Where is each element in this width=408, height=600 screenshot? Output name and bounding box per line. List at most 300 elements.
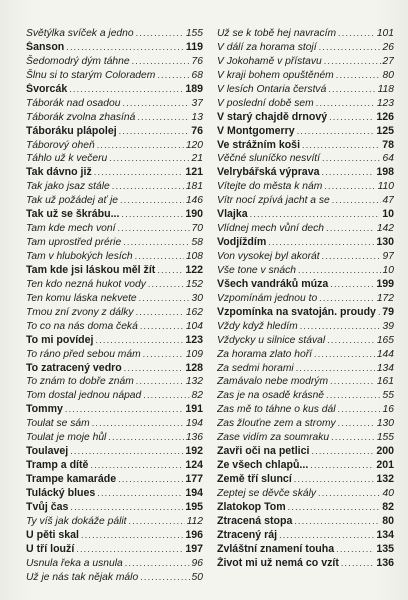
song-title: Zeptej se děvče skály <box>217 487 317 499</box>
song-title: Vzpomínka na svatoján. proudy <box>217 305 376 318</box>
toc-entry <box>26 139 203 153</box>
page-number: 123 <box>185 333 203 346</box>
dot-leader <box>300 320 381 334</box>
page-number: 146 <box>185 195 203 207</box>
toc-entry <box>26 543 203 557</box>
page-number: 132 <box>376 473 394 485</box>
dot-leader <box>118 473 183 487</box>
dot-leader <box>314 348 375 362</box>
song-title: Světýlka svíček a jedno <box>26 28 134 39</box>
toc-entry <box>26 222 203 236</box>
song-title: Zavři oči na petlici <box>217 445 310 458</box>
toc-entry <box>217 250 394 264</box>
dot-leader <box>143 389 189 403</box>
song-title: To ráno před sebou mám <box>26 348 141 360</box>
dot-leader <box>92 417 184 431</box>
song-title: V poslední době sem <box>217 97 314 109</box>
song-title: Šanson <box>26 40 65 53</box>
dot-leader <box>81 529 183 543</box>
song-title: Zlatokop Tom <box>217 500 286 513</box>
page-number: 16 <box>382 404 394 416</box>
page-number: 82 <box>382 500 394 513</box>
page-number: 200 <box>376 445 394 458</box>
dot-leader <box>143 348 184 362</box>
dot-leader <box>123 236 189 250</box>
dot-leader <box>341 557 374 571</box>
page-number: 10 <box>382 264 394 276</box>
song-title: Ten komu láska nekvete <box>26 292 137 304</box>
toc-entry <box>26 41 203 55</box>
toc-entry <box>26 27 203 41</box>
song-title: Vzpomínám jednou to <box>217 292 318 304</box>
song-title: Táborák nad osadou <box>26 97 121 109</box>
dot-leader <box>322 166 375 180</box>
song-title: U pěti skal <box>26 528 79 541</box>
dot-leader <box>69 83 183 97</box>
dot-leader <box>94 166 184 180</box>
toc-entry <box>217 222 394 236</box>
dot-leader <box>332 194 381 208</box>
toc-entry <box>217 55 394 69</box>
toc-entry <box>26 417 203 431</box>
toc-entry <box>217 334 394 348</box>
song-title: Za sedmi horami <box>217 362 294 374</box>
toc-entry <box>217 417 394 431</box>
dot-leader <box>70 445 183 459</box>
toc-entry <box>26 278 203 292</box>
page-number: 104 <box>185 320 203 332</box>
page-number: 110 <box>377 181 394 193</box>
song-title: V Montgomerry <box>217 124 295 137</box>
song-title: Táhlo už k večeru <box>26 153 108 165</box>
page-number: 58 <box>191 237 203 249</box>
dot-leader <box>125 557 190 571</box>
toc-entry <box>26 306 203 320</box>
page-number: 142 <box>376 223 394 235</box>
page-number: 134 <box>376 362 394 374</box>
dot-leader <box>319 41 381 55</box>
toc-entry <box>26 515 203 529</box>
page-number: 161 <box>376 376 394 388</box>
page-number: 27 <box>382 55 394 67</box>
toc-entry <box>26 348 203 362</box>
toc-entry <box>26 529 203 543</box>
dot-leader <box>329 111 374 125</box>
page-number: 201 <box>376 459 394 472</box>
page-number: 13 <box>191 111 203 123</box>
dot-leader <box>90 459 183 473</box>
song-title: To znám to dobře znám <box>26 376 134 388</box>
song-title: Zvláštní znamení touha <box>217 542 335 555</box>
page-number: 135 <box>376 542 394 555</box>
toc-entry <box>217 445 394 459</box>
page-number: 162 <box>185 306 203 318</box>
song-title: Vždy když hledím <box>217 320 298 332</box>
toc-entry <box>26 320 203 334</box>
dot-leader <box>124 362 184 376</box>
toc-entry <box>26 403 203 417</box>
page-number: 126 <box>376 110 394 123</box>
page-number: 123 <box>376 97 394 109</box>
dot-leader <box>298 264 381 278</box>
dot-leader <box>330 278 374 292</box>
dot-leader <box>268 236 374 250</box>
song-title: Táborový oheň <box>26 139 95 151</box>
song-title: Táborák zvolna zhasíná <box>26 111 136 123</box>
dot-leader <box>157 264 183 278</box>
toc-entry <box>26 111 203 125</box>
dot-leader <box>294 515 380 529</box>
dot-leader <box>297 125 375 139</box>
page-number: 130 <box>376 236 394 249</box>
page-number: 196 <box>185 528 203 541</box>
dot-leader <box>157 69 189 83</box>
song-title: Tak už požádej ať je <box>26 195 118 207</box>
page-number: 37 <box>191 97 203 109</box>
dot-leader <box>136 375 184 389</box>
toc-entry <box>217 348 394 362</box>
dot-leader <box>316 97 375 111</box>
table-of-contents <box>26 27 394 585</box>
page-number: 191 <box>185 403 203 416</box>
toc-entry <box>26 69 203 83</box>
song-title: U tří louží <box>26 542 75 555</box>
song-title: To mi povídej <box>26 333 94 346</box>
dot-leader <box>279 529 374 543</box>
song-title: Táboráku plápolej <box>26 124 117 137</box>
song-title: V kraji bohem opuštěném <box>217 69 334 81</box>
page-number: 128 <box>185 361 203 374</box>
song-title: Zamávalo nebe modrým <box>217 376 329 388</box>
page-number: 122 <box>185 263 203 276</box>
toc-entry <box>26 264 203 278</box>
page-number: 125 <box>376 124 394 137</box>
page-number: 132 <box>185 376 203 388</box>
page-number: 118 <box>377 83 394 95</box>
page-number: 26 <box>382 41 394 53</box>
song-title: Život mi už nemá co vzít <box>217 556 339 569</box>
song-title: Tam uprostřed prérie <box>26 237 122 249</box>
page-number: 108 <box>185 251 203 262</box>
toc-entry <box>26 487 203 501</box>
page-number: 30 <box>191 292 203 304</box>
page-number: 50 <box>191 571 203 583</box>
toc-entry <box>217 41 394 55</box>
toc-entry <box>26 97 203 111</box>
song-title: Vítejte do města k nám <box>217 181 323 193</box>
song-title: Tak už se škrábu... <box>26 208 120 221</box>
toc-entry <box>217 543 394 557</box>
dot-leader <box>108 431 183 445</box>
dot-leader <box>65 403 183 417</box>
dot-leader <box>336 543 374 557</box>
dot-leader <box>76 543 183 557</box>
toc-entry <box>217 473 394 487</box>
dot-leader <box>129 515 185 529</box>
dot-leader <box>66 41 184 55</box>
page-number: 109 <box>185 348 203 360</box>
song-title: V starý chajdě drnový <box>217 110 328 123</box>
dot-leader <box>135 250 184 264</box>
toc-entry <box>217 389 394 403</box>
toc-entry <box>26 334 203 348</box>
toc-entry <box>26 166 203 180</box>
toc-entry <box>217 111 394 125</box>
page-number: 39 <box>382 320 394 332</box>
dot-leader <box>330 375 375 389</box>
song-title: Zas mě to táhne o kus dál <box>217 404 336 416</box>
dot-leader <box>324 180 375 194</box>
toc-entry <box>26 83 203 97</box>
dot-leader <box>326 222 375 236</box>
dot-leader <box>136 306 184 320</box>
dot-leader <box>322 250 381 264</box>
dot-leader <box>120 194 184 208</box>
toc-entry <box>26 431 203 445</box>
song-title: Velrybářská výprava <box>217 166 320 179</box>
page-number: 130 <box>376 418 394 430</box>
page-number: 10 <box>382 208 394 221</box>
page-number: 47 <box>382 195 394 207</box>
page-number: 121 <box>185 166 203 179</box>
page-number: 194 <box>185 418 203 430</box>
toc-entry <box>217 529 394 543</box>
toc-entry <box>217 83 394 97</box>
toc-entry <box>26 125 203 139</box>
page-number: 181 <box>185 181 203 193</box>
toc-entry <box>217 403 394 417</box>
song-title: To co na nás doma čeká <box>26 320 138 332</box>
dot-leader <box>119 125 190 139</box>
song-title: Von vysokej byl akorát <box>217 251 320 262</box>
page-number: 119 <box>185 40 203 53</box>
dot-leader <box>288 501 381 515</box>
toc-entry <box>26 250 203 264</box>
toc-entry <box>217 125 394 139</box>
page-number: 194 <box>185 486 203 499</box>
dot-leader <box>322 152 381 166</box>
page-number: 97 <box>382 251 394 262</box>
dot-leader <box>148 278 184 292</box>
page-number: 82 <box>191 390 203 402</box>
dot-leader <box>294 473 375 487</box>
song-title: Šlnu si to starým Coloradem <box>26 69 156 81</box>
page-number: 68 <box>191 69 203 81</box>
toc-entry <box>217 459 394 473</box>
page-number: 40 <box>382 487 394 499</box>
song-title: Tulácký blues <box>26 486 96 499</box>
toc-entry <box>217 278 394 292</box>
song-title: Vodjíždím <box>217 236 267 249</box>
toc-entry <box>26 445 203 459</box>
song-title: Země tří sluncí <box>217 473 292 485</box>
toc-entry <box>217 501 394 515</box>
dot-leader <box>112 180 184 194</box>
page-number: 80 <box>382 514 394 527</box>
page-number: 76 <box>191 55 203 67</box>
page-number: 21 <box>191 153 203 165</box>
toc-entry <box>217 487 394 501</box>
song-title: Ten kdo nezná hukot vody <box>26 278 146 290</box>
toc-entry <box>217 166 394 180</box>
dot-leader <box>139 292 190 306</box>
page-number: 165 <box>376 334 394 346</box>
toc-entry <box>217 194 394 208</box>
dot-leader <box>338 27 375 41</box>
song-title: Šedomodrý dým táhne <box>26 55 130 67</box>
dot-leader <box>324 55 381 69</box>
song-title: Toulavej <box>26 445 69 458</box>
song-title: Toulat je moje hůl <box>26 432 107 444</box>
song-title: Tam kde mech voní <box>26 223 116 235</box>
page-number: 124 <box>185 459 203 472</box>
song-title: V lesích Ontaria čerstvá <box>217 83 327 95</box>
song-title: Za horama zlato hoří <box>217 348 313 360</box>
song-title: Ty víš jak dokáže pálit <box>26 515 127 527</box>
song-title: Už se k tobě hej navracím <box>217 28 337 39</box>
song-title: Ztracená stopa <box>217 514 293 527</box>
song-title: Tramp a dítě <box>26 459 89 472</box>
toc-entry <box>26 571 203 585</box>
dot-leader <box>140 320 184 334</box>
toc-entry <box>217 152 394 166</box>
song-title: Zas je na osadě krásně <box>217 390 325 402</box>
toc-entry <box>217 362 394 376</box>
page-number: 155 <box>185 28 203 39</box>
song-title: To zatracený vedro <box>26 361 122 374</box>
page-number: 197 <box>185 542 203 555</box>
toc-entry <box>217 208 394 222</box>
dot-leader <box>96 334 184 348</box>
toc-entry <box>26 389 203 403</box>
dot-leader <box>121 208 183 222</box>
song-title: Vše tone v snách <box>217 264 296 276</box>
song-title: Trampe kamaráde <box>26 473 117 485</box>
dot-leader <box>296 362 375 376</box>
page-number: 101 <box>376 28 394 39</box>
toc-entry <box>217 236 394 250</box>
song-title: V Jokohamě v přístavu <box>217 55 322 67</box>
song-title: Tam kde jsi láskou měl žít <box>26 263 156 276</box>
song-title: Tak jako jsaz stále <box>26 181 110 193</box>
dot-leader <box>337 403 380 417</box>
toc-entry <box>217 557 394 571</box>
page-number: 136 <box>185 432 203 444</box>
toc-entry <box>26 180 203 194</box>
dot-leader <box>70 501 183 515</box>
page-number: 112 <box>186 515 203 527</box>
toc-entry <box>26 292 203 306</box>
song-title: V dálí za horama stojí <box>217 41 317 53</box>
dot-leader <box>311 445 374 459</box>
dot-leader <box>338 417 375 431</box>
dot-leader <box>302 139 380 153</box>
page-number: 189 <box>185 82 203 95</box>
dot-leader <box>331 431 375 445</box>
song-title: Vlídnej mech vůní dech <box>217 223 325 235</box>
song-title: Ztracený ráj <box>217 528 278 541</box>
song-title: Tom dostal jednou nápad <box>26 390 142 402</box>
dot-leader <box>326 389 380 403</box>
toc-entry <box>26 362 203 376</box>
dot-leader <box>328 83 375 97</box>
dot-leader <box>122 97 189 111</box>
dot-leader <box>97 487 183 501</box>
toc-entry <box>217 69 394 83</box>
page-number: 144 <box>376 348 394 360</box>
dot-leader <box>327 334 375 348</box>
toc-entry <box>217 375 394 389</box>
page-number: 79 <box>382 305 394 318</box>
dot-leader <box>97 139 184 153</box>
dot-leader <box>117 222 189 236</box>
song-title: Švorcák <box>26 82 68 95</box>
toc-entry <box>26 236 203 250</box>
song-title: Vítr nocí zpívá jacht a se <box>217 195 330 207</box>
page-number: 70 <box>191 223 203 235</box>
song-title: Toulat se sám <box>26 418 90 430</box>
toc-entry <box>217 306 394 320</box>
page-number: 172 <box>376 292 394 304</box>
song-title: Vlajka <box>217 208 248 221</box>
toc-entry <box>26 208 203 222</box>
dot-leader <box>336 69 381 83</box>
toc-entry <box>26 473 203 487</box>
song-title: Zase vidím za soumraku <box>217 432 330 444</box>
page-number: 192 <box>185 445 203 458</box>
page-number: 190 <box>185 208 203 221</box>
page-number: 199 <box>376 277 394 290</box>
toc-entry <box>217 27 394 41</box>
toc-entry <box>217 515 394 529</box>
toc-entry <box>26 152 203 166</box>
song-title: Ve strážním koši <box>217 138 301 151</box>
song-title: Tvůj čas <box>26 500 69 513</box>
toc-entry <box>217 97 394 111</box>
song-title: Věčné sluníčko nesvítí <box>217 153 321 165</box>
page-number: 120 <box>185 139 203 151</box>
page-number: 195 <box>185 500 203 513</box>
page-number: 78 <box>382 138 394 151</box>
song-title: Tommy <box>26 403 63 416</box>
song-title: Zas žlouťne zem a stromy <box>217 418 336 430</box>
page-number: 96 <box>191 557 203 569</box>
page-number: 152 <box>185 278 203 290</box>
dot-leader <box>310 459 374 473</box>
toc-entry <box>26 501 203 515</box>
page-number: 198 <box>376 166 394 179</box>
toc-entry <box>26 459 203 473</box>
page-number: 80 <box>382 69 394 81</box>
toc-entry <box>217 431 394 445</box>
toc-entry <box>217 292 394 306</box>
toc-entry <box>26 375 203 389</box>
page-number: 155 <box>376 432 394 444</box>
dot-leader <box>319 292 375 306</box>
song-title: Všech vandráků múza <box>217 277 329 290</box>
page-number: 134 <box>376 528 394 541</box>
page-number: 177 <box>185 473 203 485</box>
song-title: Ze všech chlapů... <box>217 459 309 472</box>
song-title: Tak dávno již <box>26 166 92 179</box>
toc-entry <box>26 194 203 208</box>
toc-entry <box>217 180 394 194</box>
page-number: 64 <box>382 153 394 165</box>
toc-entry <box>26 557 203 571</box>
dot-leader <box>109 152 189 166</box>
song-title: Tmou zní zvony z dálky <box>26 306 134 318</box>
dot-leader <box>137 111 189 125</box>
